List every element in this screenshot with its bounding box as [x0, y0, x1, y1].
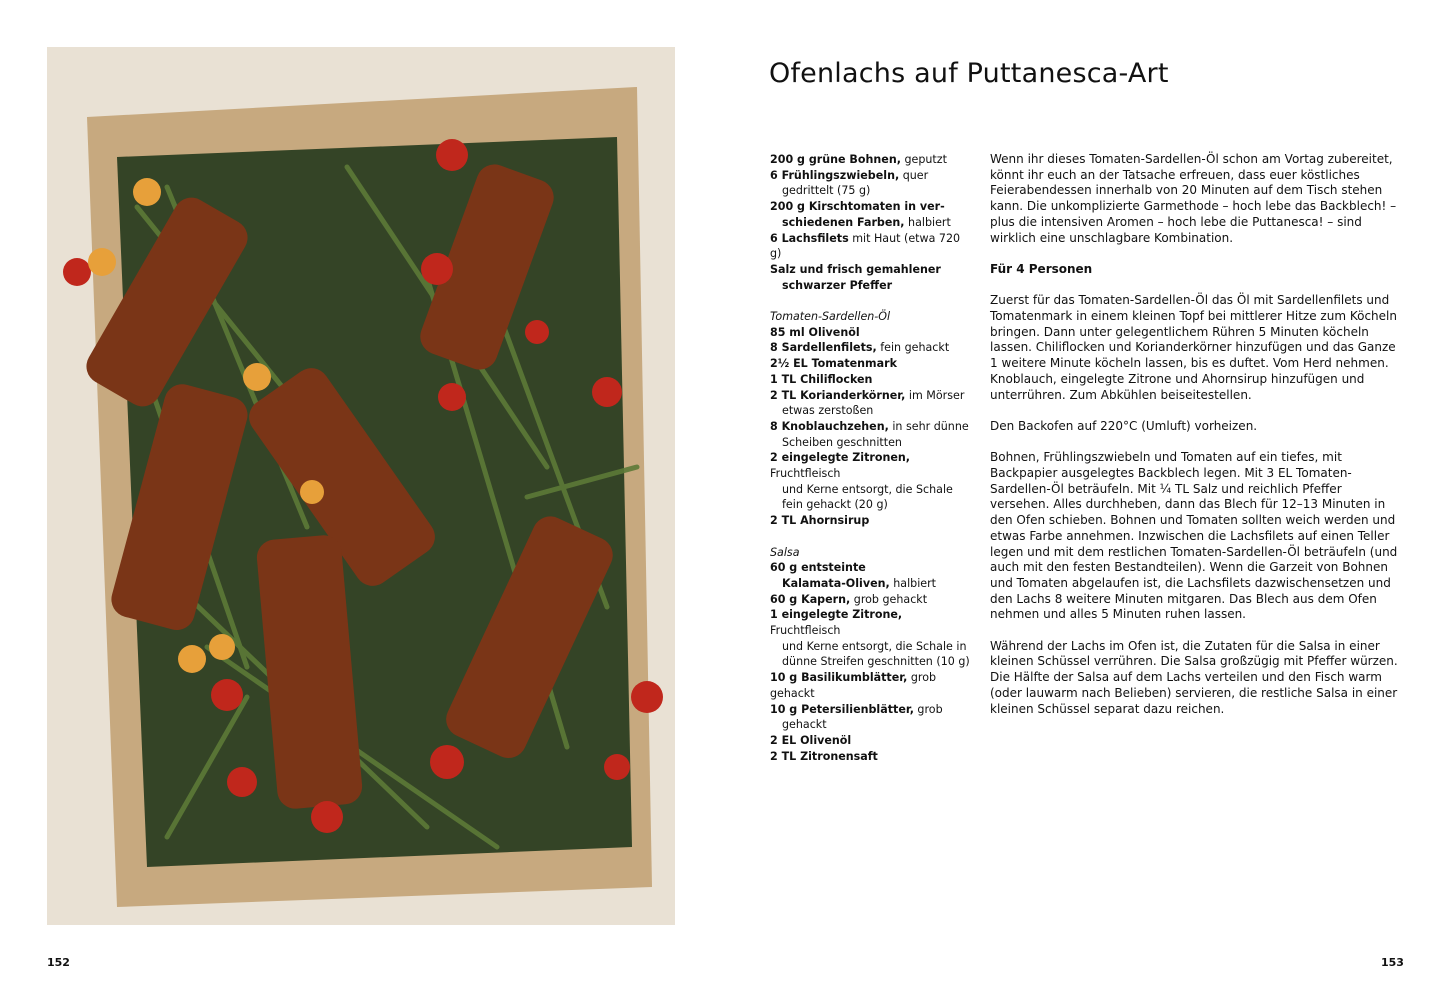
servings-label: Für 4 Personen — [990, 261, 1093, 276]
salsa-heading: Salsa — [770, 545, 800, 559]
ingredient-line — [770, 560, 970, 576]
ingredient-note: mit Haut (etwa 720 g) — [770, 231, 961, 261]
ingredient-line — [770, 325, 970, 341]
ingredient-line — [770, 372, 970, 388]
ingredient-line — [770, 152, 970, 168]
ingredient-amount: Kalamata-Oliven, — [782, 576, 890, 590]
ingredient-line — [770, 513, 970, 529]
ingredient-amount: 10 g Basilikumblätter, — [770, 671, 908, 685]
method-text — [990, 152, 1400, 733]
method-step-4: Während der Lachs im Ofen ist, die Zutaten für die Salsa in einer kleinen Schüssel verrühren. Die Salsa großzügig mit Pfeffer würzen. Die Hälfte der Salsa auf dem Lachs verteilen und den Fisch warm (oder lauwarm nach Belieben) servieren, die restliche Salsa in einer kleinen Schüssel separat dazu reichen. — [990, 638, 1398, 716]
ingredient-line — [770, 576, 970, 592]
ingredient-note: und Kerne entsorgt, die Schale — [782, 482, 953, 496]
page-number-left: 152 — [47, 956, 70, 969]
ingredient-line — [770, 231, 970, 262]
method-step-3: Bohnen, Frühlingszwiebeln und Tomaten auf ein tiefes, mit Backpapier ausgelegtes Backblech legen. Mit 3 EL Tomaten-Sardellen-Öl beträufeln. Mit ¼ TL Salz und reichlich Pfeffer versehen. Alles durchheben, dann das Blech für 12–13 Minuten in den Ofen schieben. Bohnen und Tomaten sollten weich werden und etwas Farbe annehmen. Inzwischen die Lachsfilets auf einen Teller legen und mit dem restlichen Tomaten-Sardellen-Öl beträufeln (und auch mit den festen Bestandteilen). Wenn die Garzeit von Bohnen und Tomaten abgelaufen ist, die Lachsfilets dazwischensetzen und den Lachs 8 weitere Minuten mitgaren. Das Blech aus dem Ofen nehmen und alles 5 Minuten ruhen lassen. — [990, 450, 1398, 622]
ingredient-line — [770, 388, 970, 404]
ingredient-note: fein gehackt (20 g) — [782, 498, 888, 512]
ingredient-note: geputzt — [900, 153, 947, 166]
ingredient-line — [770, 717, 970, 733]
ingredients-main — [770, 152, 970, 293]
ingredient-amount: 2½ EL Tomatenmark — [770, 357, 897, 371]
ingredient-amount: 2 TL Zitronensaft — [770, 749, 878, 763]
ingredient-amount: 1 eingelegte Zitrone, — [770, 608, 903, 622]
ingredient-amount: 1 TL Chiliflocken — [770, 372, 873, 386]
ingredient-amount: Salz und frisch gemahlener — [770, 262, 941, 276]
ingredients-list — [770, 152, 970, 764]
ingredient-line — [770, 702, 970, 718]
ingredient-amount: 2 EL Olivenöl — [770, 733, 852, 747]
intro-paragraph: Wenn ihr dieses Tomaten-Sardellen-Öl schon am Vortag zubereitet, könnt ihr euch an der Tatsache erfreuen, dass euer köstliches Feierabendessen innerhalb von 20 Minuten auf dem Tisch stehen kann. Die unkomplizierte Garmethode – hoch lebe das Backblech! – plus die intensiven Aromen – hoch lebe die Puttanesca! – sind wirklich eine unschlagbare Kombination. — [990, 152, 1397, 245]
ingredient-line — [770, 654, 970, 670]
ingredient-line — [770, 497, 970, 513]
salmon-sheet-pan-illustration — [47, 47, 675, 925]
ingredient-amount: 2 eingelegte Zitronen, — [770, 451, 911, 465]
ingredient-line — [770, 262, 970, 278]
ingredient-note: Scheiben geschnitten — [782, 435, 902, 449]
oil-heading: Tomaten-Sardellen-Öl — [770, 310, 891, 324]
ingredient-amount: schiedenen Farben, — [782, 215, 905, 229]
ingredient-line — [770, 340, 970, 356]
ingredient-amount: 60 g Kapern, — [770, 592, 851, 606]
ingredient-note: gedrittelt (75 g) — [782, 184, 871, 198]
ingredient-amount: 60 g entsteinte — [770, 561, 866, 575]
ingredient-line — [770, 749, 970, 765]
recipe-photo — [47, 47, 675, 925]
ingredient-line — [770, 607, 970, 638]
ingredient-amount: 2 TL Ahornsirup — [770, 514, 870, 528]
ingredient-line — [770, 419, 970, 435]
ingredient-amount: 85 ml Olivenöl — [770, 325, 860, 339]
method-step-2: Den Backofen auf 220°C (Umluft) vorheizen. — [990, 418, 1258, 433]
ingredient-line — [770, 356, 970, 372]
ingredient-line — [770, 670, 970, 701]
ingredient-note: quer — [899, 168, 929, 182]
ingredient-line — [770, 183, 970, 199]
ingredient-note: gehackt — [782, 718, 827, 732]
method-step-1: Zuerst für das Tomaten-Sardellen-Öl das Öl mit Sardellenfilets und Tomatenmark in einem kleinen Topf bei mittlerer Hitze zum Köcheln bringen. Dann unter gelegentlichem Rühren 5 Minuten köcheln lassen. Chiliflocken und Korianderkörner hinzufügen und das Ganze 1 weitere Minute köcheln lassen, bis es duftet. Vom Herd nehmen. Knoblauch, eingelegte Zitrone und Ahornsirup hinzufügen und unterrühren. Zum Abkühlen beiseitestellen. — [990, 293, 1397, 402]
ingredient-line — [770, 278, 970, 294]
ingredient-line — [770, 215, 970, 231]
ingredient-amount: 8 Sardellenfilets, — [770, 341, 877, 355]
ingredient-note: etwas zerstoßen — [782, 404, 874, 418]
ingredient-note: grob gehackt — [770, 671, 937, 700]
ingredient-line — [770, 403, 970, 419]
ingredient-note: Fruchtfleisch — [770, 467, 841, 481]
ingredient-note: Fruchtfleisch — [770, 624, 841, 638]
ingredient-note: dünne Streifen geschnitten (10 g) — [782, 655, 970, 669]
ingredient-note: grob — [913, 702, 943, 716]
ingredient-note: und Kerne entsorgt, die Schale in — [782, 639, 967, 653]
ingredient-line — [770, 592, 970, 608]
ingredient-note: grob gehackt — [850, 592, 928, 606]
page-number-right: 153 — [1381, 956, 1404, 969]
ingredient-note: im Mörser — [905, 388, 965, 402]
ingredient-line — [770, 450, 970, 481]
ingredient-amount: 6 Frühlingszwiebeln, — [770, 168, 900, 182]
ingredient-note: in sehr dünne — [888, 419, 969, 433]
ingredient-note: halbiert — [889, 576, 937, 590]
ingredient-line — [770, 168, 970, 184]
ingredient-amount: 200 g Kirschtomaten in ver- — [770, 200, 945, 214]
ingredient-amount: 10 g Petersilienblätter, — [770, 702, 914, 716]
ingredient-line — [770, 733, 970, 749]
ingredient-amount: 200 g grüne Bohnen, — [770, 153, 901, 166]
ingredient-amount: 2 TL Korianderkörner, — [770, 388, 906, 402]
ingredient-amount: schwarzer Pfeffer — [782, 278, 893, 292]
ingredient-line — [770, 199, 970, 215]
ingredient-line — [770, 639, 970, 655]
ingredients-salsa — [770, 560, 970, 764]
ingredient-line — [770, 482, 970, 498]
ingredient-note: fein gehackt — [876, 341, 950, 355]
ingredients-oil — [770, 325, 970, 529]
ingredient-amount: 8 Knoblauchzehen, — [770, 419, 889, 433]
recipe-title: Ofenlachs auf Puttanesca-Art — [769, 58, 1169, 89]
ingredient-note: halbiert — [904, 215, 951, 229]
ingredient-amount: 6 Lachsfilets — [770, 231, 849, 245]
ingredient-line — [770, 435, 970, 451]
